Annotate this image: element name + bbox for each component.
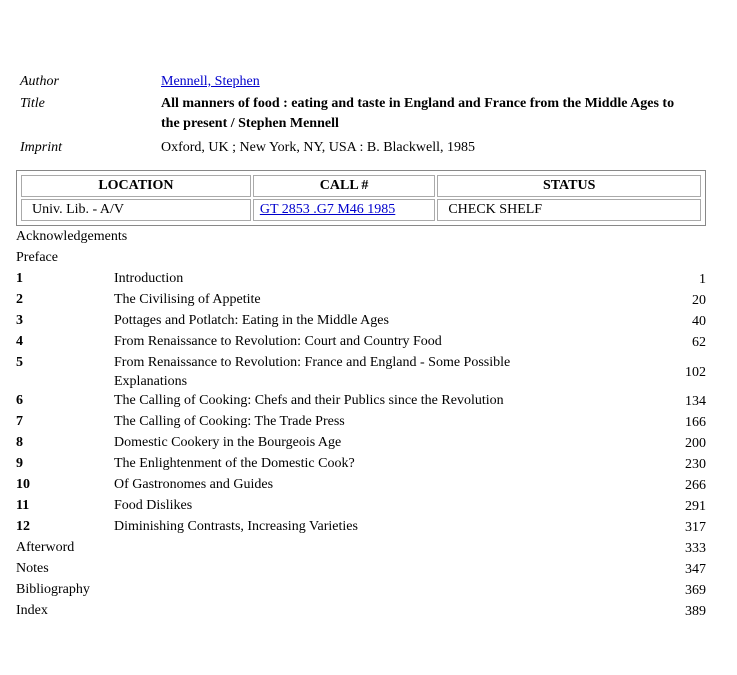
- page-number: 200: [685, 436, 706, 451]
- imprint-label: Imprint: [20, 140, 62, 155]
- status-cell: CHECK SHELF: [437, 199, 701, 221]
- toc-entry-label: Index: [16, 603, 48, 618]
- list-item: [16, 290, 706, 311]
- chapter-title: From Renaissance to Revolution: Court and Country Food: [114, 334, 442, 349]
- title-row: [20, 94, 720, 138]
- chapter-number: 11: [16, 498, 30, 513]
- bib-record: [20, 72, 720, 160]
- page-number: 266: [685, 478, 706, 493]
- location-header: LOCATION: [21, 175, 251, 197]
- table-of-contents: [16, 227, 706, 622]
- title-label: Title: [20, 96, 45, 111]
- list-item: [16, 601, 706, 622]
- page-number: 230: [685, 457, 706, 472]
- page-number: 166: [685, 415, 706, 430]
- list-item: [16, 227, 706, 248]
- chapter-number: 3: [16, 313, 23, 328]
- chapter-title: Pottages and Potlatch: Eating in the Middle Ages: [114, 313, 389, 328]
- page-number: 102: [685, 364, 706, 380]
- location-cell: Univ. Lib. - A/V: [21, 199, 251, 221]
- list-item: [16, 475, 706, 496]
- chapter-title: From Renaissance to Revolution: France and England - Some Possible Explanations: [114, 355, 511, 389]
- imprint-row: [20, 138, 720, 160]
- chapter-number: 4: [16, 334, 23, 349]
- toc-entry-label: Afterword: [16, 540, 75, 555]
- chapter-title: Food Dislikes: [114, 498, 193, 513]
- chapter-number: 1: [16, 271, 23, 286]
- page-number: 347: [685, 562, 706, 577]
- list-item: [16, 580, 706, 601]
- chapter-number: 5: [16, 355, 23, 370]
- page-number: 389: [685, 604, 706, 619]
- imprint-value: Oxford, UK ; New York, NY, USA : B. Blackwell, 1985: [161, 140, 475, 155]
- chapter-number: 2: [16, 292, 23, 307]
- page-number: 333: [685, 541, 706, 556]
- page-number: 317: [685, 520, 706, 535]
- toc-entry-label: Bibliography: [16, 582, 90, 597]
- list-item: [16, 496, 706, 517]
- holdings-header-row: [21, 175, 701, 197]
- list-item: [16, 412, 706, 433]
- list-item: [16, 248, 706, 269]
- list-item: [16, 559, 706, 580]
- page-number: 291: [685, 499, 706, 514]
- spacer: [554, 353, 646, 391]
- list-item: [16, 353, 706, 391]
- page-number: 1: [699, 272, 706, 287]
- holdings-table: [16, 170, 706, 226]
- page-number: 134: [685, 394, 706, 409]
- list-item: [16, 332, 706, 353]
- table-row: [21, 199, 701, 221]
- author-link[interactable]: Mennell, Stephen: [161, 74, 260, 89]
- list-item: [16, 517, 706, 538]
- chapter-title: Introduction: [114, 271, 184, 286]
- list-item: [16, 311, 706, 332]
- toc-entry-label: Notes: [16, 561, 49, 576]
- chapter-number: 6: [16, 393, 23, 408]
- list-item: [16, 391, 706, 412]
- call-number-header: CALL #: [253, 175, 436, 197]
- title-value: All manners of food : eating and taste in England and France from the Middle Ages to the present / Stephen Mennell: [161, 96, 675, 131]
- author-label: Author: [20, 74, 59, 89]
- chapter-number: 10: [16, 477, 30, 492]
- author-row: [20, 72, 720, 94]
- status-header: STATUS: [437, 175, 701, 197]
- chapter-title: The Civilising of Appetite: [114, 292, 261, 307]
- chapter-number: 7: [16, 414, 23, 429]
- page-number: 20: [692, 293, 706, 308]
- chapter-title: Diminishing Contrasts, Increasing Varieties: [114, 519, 358, 534]
- chapter-title: Domestic Cookery in the Bourgeois Age: [114, 435, 342, 450]
- chapter-number: 12: [16, 519, 30, 534]
- chapter-title: The Enlightenment of the Domestic Cook?: [114, 456, 355, 471]
- chapter-title: The Calling of Cooking: The Trade Press: [114, 414, 345, 429]
- toc-entry-label: Acknowledgements: [16, 229, 128, 244]
- page-number: 62: [692, 335, 706, 350]
- call-number-link[interactable]: GT 2853 .G7 M46 1985: [259, 202, 396, 217]
- call-number-cell: [253, 199, 436, 221]
- author-value: [161, 72, 681, 94]
- page-number: 369: [685, 583, 706, 598]
- toc-entry-label: Preface: [16, 250, 58, 265]
- chapter-title: The Calling of Cooking: Chefs and their Publics since the Revolution: [114, 393, 504, 408]
- chapter-title: Of Gastronomes and Guides: [114, 477, 274, 492]
- list-item: [16, 433, 706, 454]
- page-number: 40: [692, 314, 706, 329]
- list-item: [16, 454, 706, 475]
- list-item: [16, 269, 706, 290]
- list-item: [16, 538, 706, 559]
- chapter-number: 9: [16, 456, 23, 471]
- chapter-number: 8: [16, 435, 23, 450]
